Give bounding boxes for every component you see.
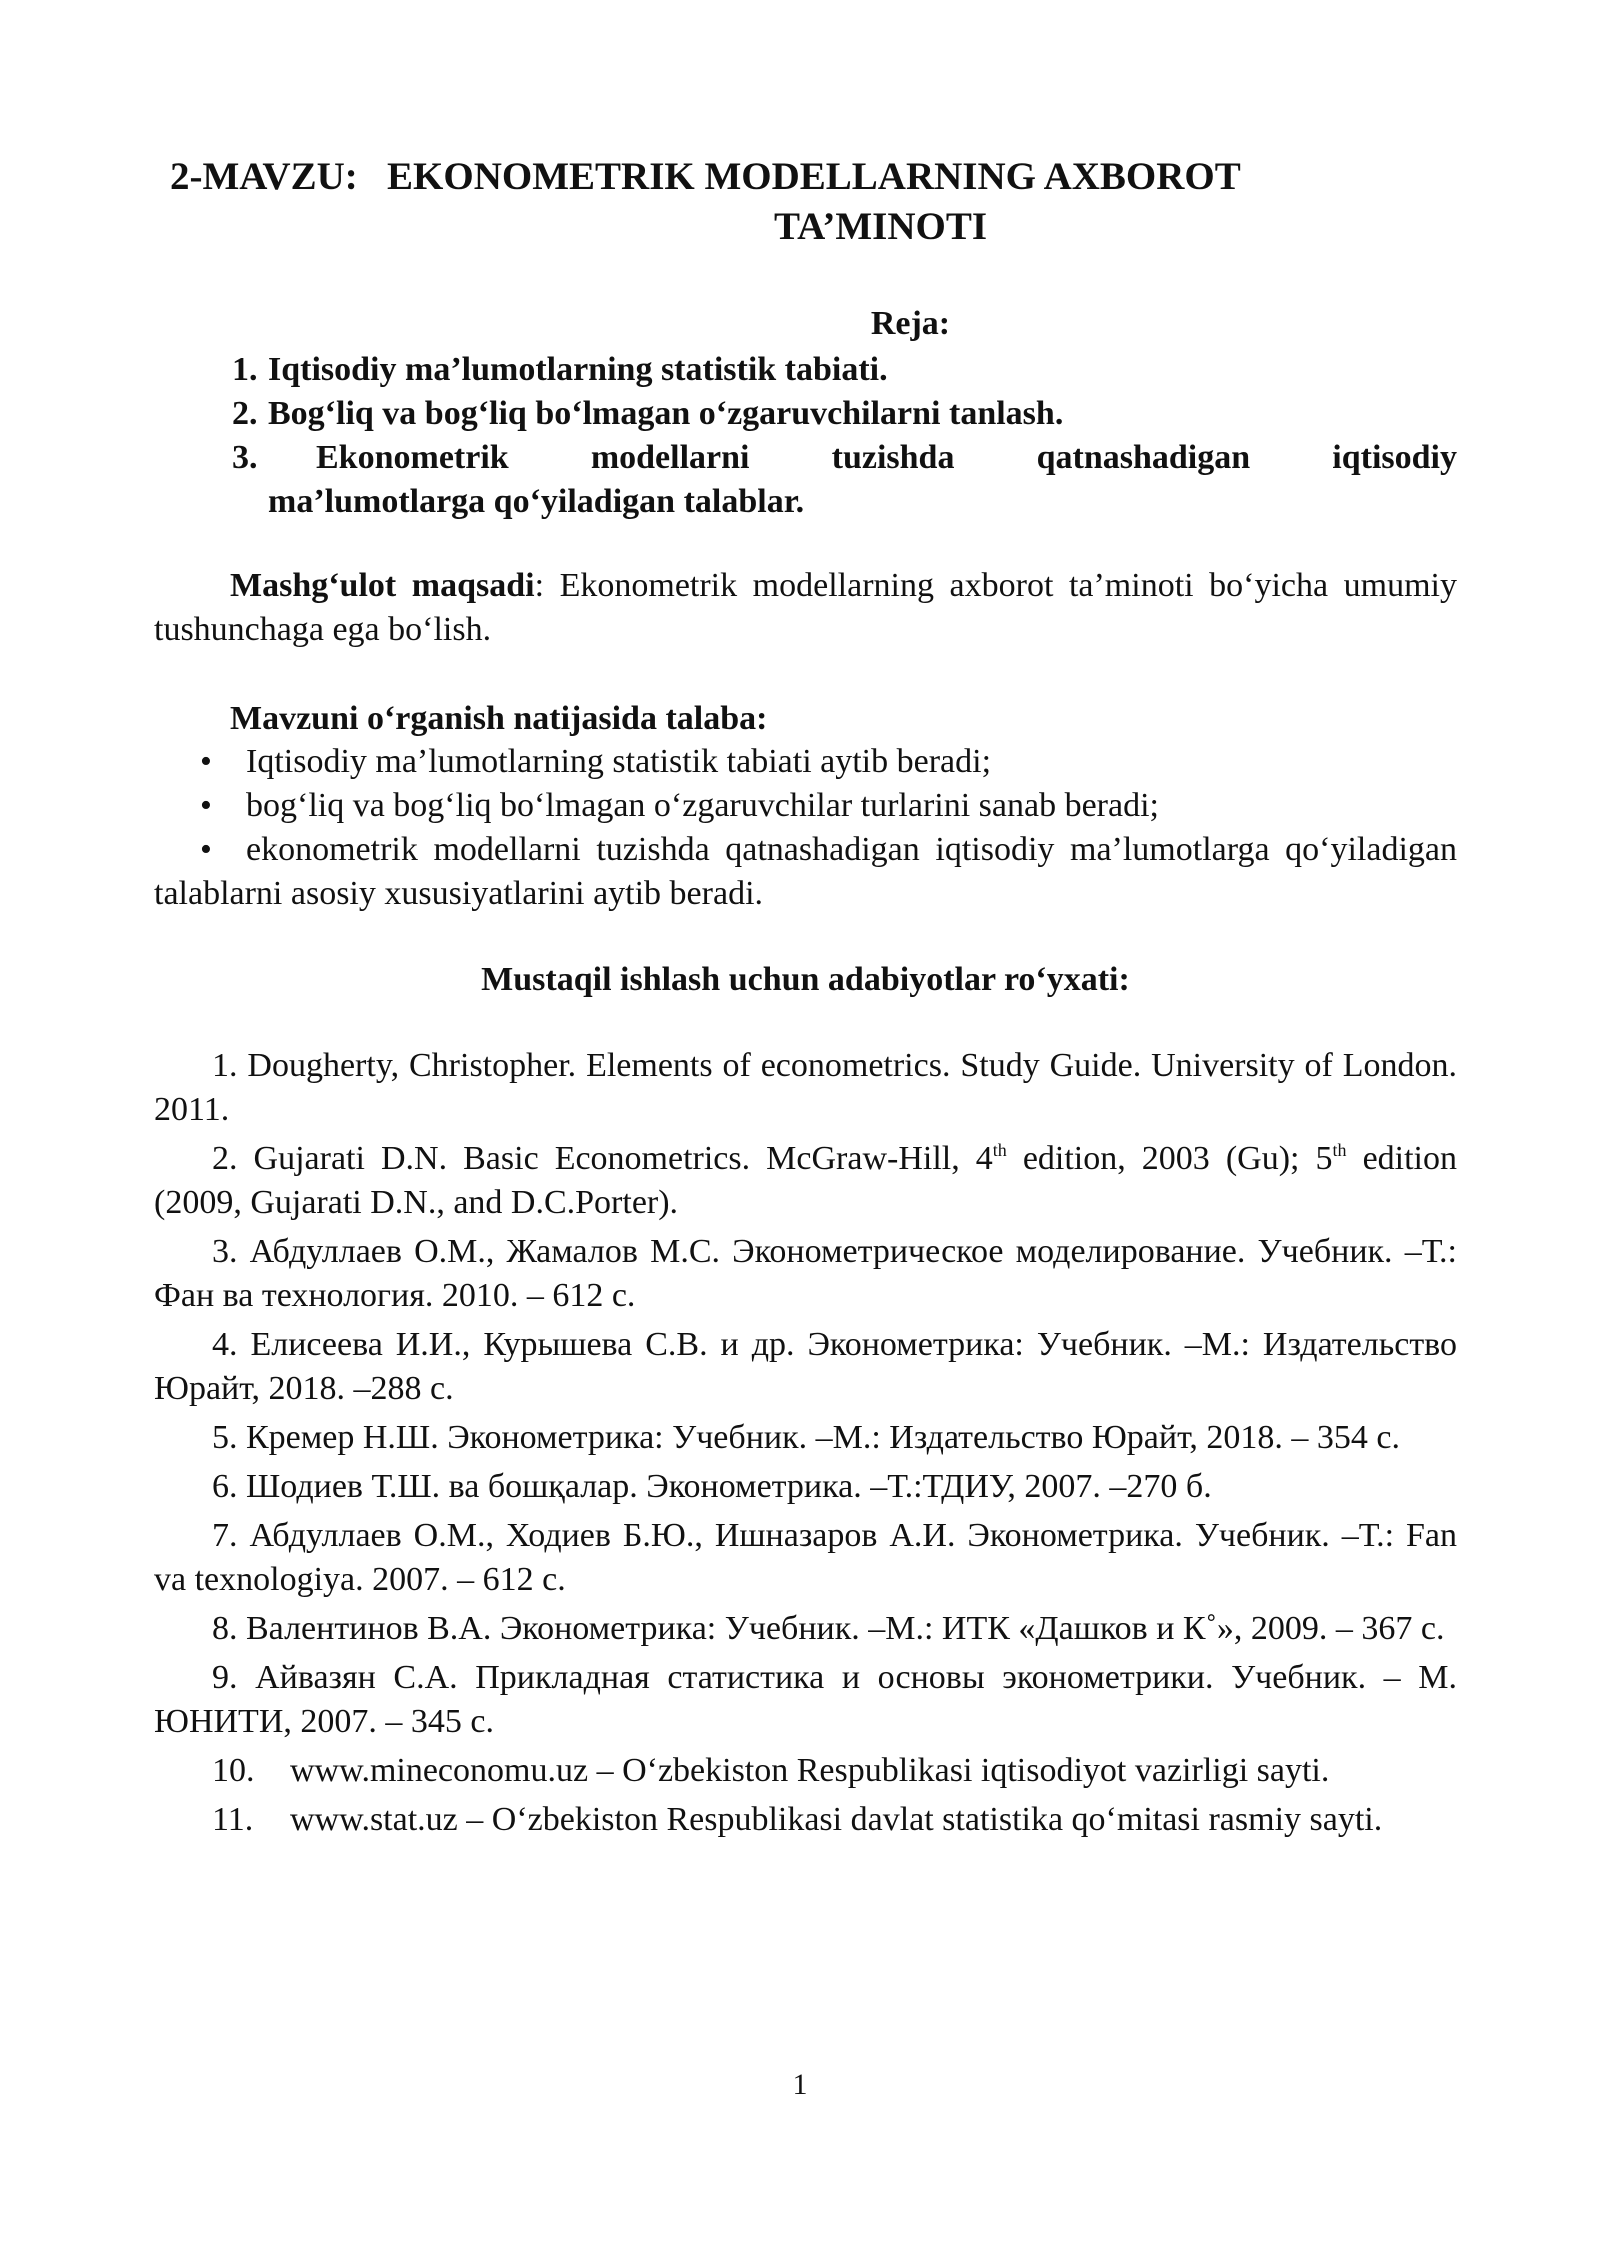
plan-item-text-line-2: ma’lumotlarga qo‘yiladigan talablar. [268, 483, 805, 520]
plan-item [232, 392, 1457, 436]
literature-item [154, 1749, 1457, 1793]
plan-item-number: 2. [232, 395, 258, 432]
literature-item-number: 4. [212, 1326, 238, 1363]
literature-item-text: Айвазян С.А. Прикладная статистика и основы эконометрики. Учебник. – М. ЮНИТИ, 2007. – 345 с. [154, 1659, 1458, 1740]
literature-item [154, 1607, 1457, 1651]
literature-item [154, 1514, 1457, 1602]
literature-item-number: 2. [212, 1140, 238, 1177]
outcome-item [154, 828, 1457, 916]
literature-item-number: 3. [212, 1233, 238, 1270]
literature-item-text: Шодиев Т.Ш. ва бошқалар. Эконометрика. –Т.:ТДИУ, 2007. –270 б. [246, 1468, 1212, 1505]
lesson-goal-label: Mashg‘ulot maqsadi [230, 567, 535, 604]
bullet-icon: • [200, 787, 212, 824]
literature-item-text-part: Gujarati D.N. Basic Econometrics. McGraw-Hill, 4 [253, 1140, 993, 1177]
literature-item-text: Валентинов В.А. Эконометрика: Учебник. –М.: ИТК «Дашков и К˚», 2009. – 367 с. [246, 1610, 1445, 1647]
literature-item-number: 11. [212, 1801, 254, 1838]
literature-item [154, 1323, 1457, 1411]
literature-item [154, 1656, 1457, 1744]
plan-item-text: Iqtisodiy ma’lumotlarning statistik tabiati. [268, 351, 888, 388]
plan-item-number: 1. [232, 351, 258, 388]
literature-item-text: www.mineconomu.uz – O‘zbekiston Respublikasi iqtisodiyot vazirligi sayti. [290, 1752, 1330, 1789]
literature-item-number: 6. [212, 1468, 238, 1505]
outcomes-list [154, 740, 1457, 916]
page-number: 1 [792, 2068, 808, 2101]
literature-item [154, 1465, 1457, 1509]
lesson-goal-paragraph [154, 564, 1457, 652]
plan-item-text [268, 436, 1457, 524]
outcomes-heading: Mavzuni o‘rganish natijasida talaba: [230, 700, 768, 737]
title-text-part-1: EKONOMETRIK MODELLARNING AXBOROT [387, 155, 1241, 198]
title-topic-label: 2-MAVZU: [170, 155, 358, 198]
literature-item-text: Кремер Н.Ш. Эконометрика: Учебник. –М.: Издательство Юрайт, 2018. – 354 с. [246, 1419, 1400, 1456]
plan-item-number: 3. [232, 439, 258, 476]
page-title [170, 152, 1241, 252]
title-line-2: TA’MINOTI [774, 205, 988, 248]
literature-item [154, 1137, 1457, 1225]
outcome-item-text: bog‘liq va bog‘liq bo‘lmagan o‘zgaruvchilar turlarini sanab beradi; [246, 787, 1159, 824]
superscript: th [992, 1140, 1007, 1160]
literature-item-text: Абдуллаев О.М., Ходиев Б.Ю., Ишназаров А.И. Эконометрика. Учебник. –Т.: Fan va texnologiya. 2007. – 612 с. [154, 1517, 1457, 1598]
literature-item-number: 5. [212, 1419, 238, 1456]
literature-item [154, 1798, 1457, 1842]
literature-item-number: 10. [212, 1752, 255, 1789]
literature-list [154, 1044, 1457, 1847]
literature-heading: Mustaqil ishlash uchun adabiyotlar ro‘yxati: [481, 961, 1130, 998]
lesson-goal-text: : Ekonometrik modellarning axborot ta’minoti bo‘yicha umumiy tushunchaga ega bo‘lish. [154, 567, 1457, 648]
plan-item-text-line-1: Ekonometrik modellarni tuzishda qatnashadigan iqtisodiy [316, 439, 1457, 476]
plan-item [232, 436, 1457, 524]
bullet-icon: • [200, 831, 212, 868]
outcome-item-text: ekonometrik modellarni tuzishda qatnashadigan iqtisodiy ma’lumotlarga qo‘yiladigan talablarni asosiy xususiyatlarini aytib beradi. [154, 831, 1457, 912]
literature-item [154, 1416, 1457, 1460]
literature-item-number: 7. [212, 1517, 238, 1554]
literature-item-number: 9. [212, 1659, 238, 1696]
plan-item [232, 348, 1457, 392]
literature-item-text [154, 1140, 1457, 1221]
literature-item-text: Dougherty, Christopher. Elements of econometrics. Study Guide. University of London. 2011. [154, 1047, 1458, 1128]
outcome-item [154, 740, 1457, 784]
superscript: th [1332, 1140, 1347, 1160]
literature-item [154, 1230, 1457, 1318]
literature-item-number: 8. [212, 1610, 238, 1647]
literature-item-text: Елисеева И.И., Курышева С.В. и др. Эконометрика: Учебник. –М.: Издательство Юрайт, 2018. –288 с. [154, 1326, 1457, 1407]
outcome-item-text: Iqtisodiy ma’lumotlarning statistik tabiati aytib beradi; [246, 743, 992, 780]
outcome-item [154, 784, 1457, 828]
title-line-1 [170, 152, 1241, 202]
plan-item-text: Bog‘liq va bog‘liq bo‘lmagan o‘zgaruvchilarni tanlash. [268, 395, 1064, 432]
plan-list [232, 348, 1457, 524]
literature-item-text-part: edition (2009, Gujarati D.N., and D.C.Porter). [154, 1140, 1457, 1221]
literature-item-text: Абдуллаев О.М., Жамалов М.С. Эконометрическое моделирование. Учебник. –Т.: Фан ва технология. 2010. – 612 с. [154, 1233, 1458, 1314]
plan-heading: Reja: [870, 305, 951, 342]
bullet-icon: • [200, 743, 212, 780]
literature-item-number: 1. [212, 1047, 238, 1084]
literature-item [154, 1044, 1457, 1132]
literature-item-text-part: edition, 2003 (Gu); 5 [1006, 1140, 1333, 1177]
literature-item-text: www.stat.uz – O‘zbekiston Respublikasi davlat statistika qo‘mitasi rasmiy sayti. [290, 1801, 1383, 1838]
